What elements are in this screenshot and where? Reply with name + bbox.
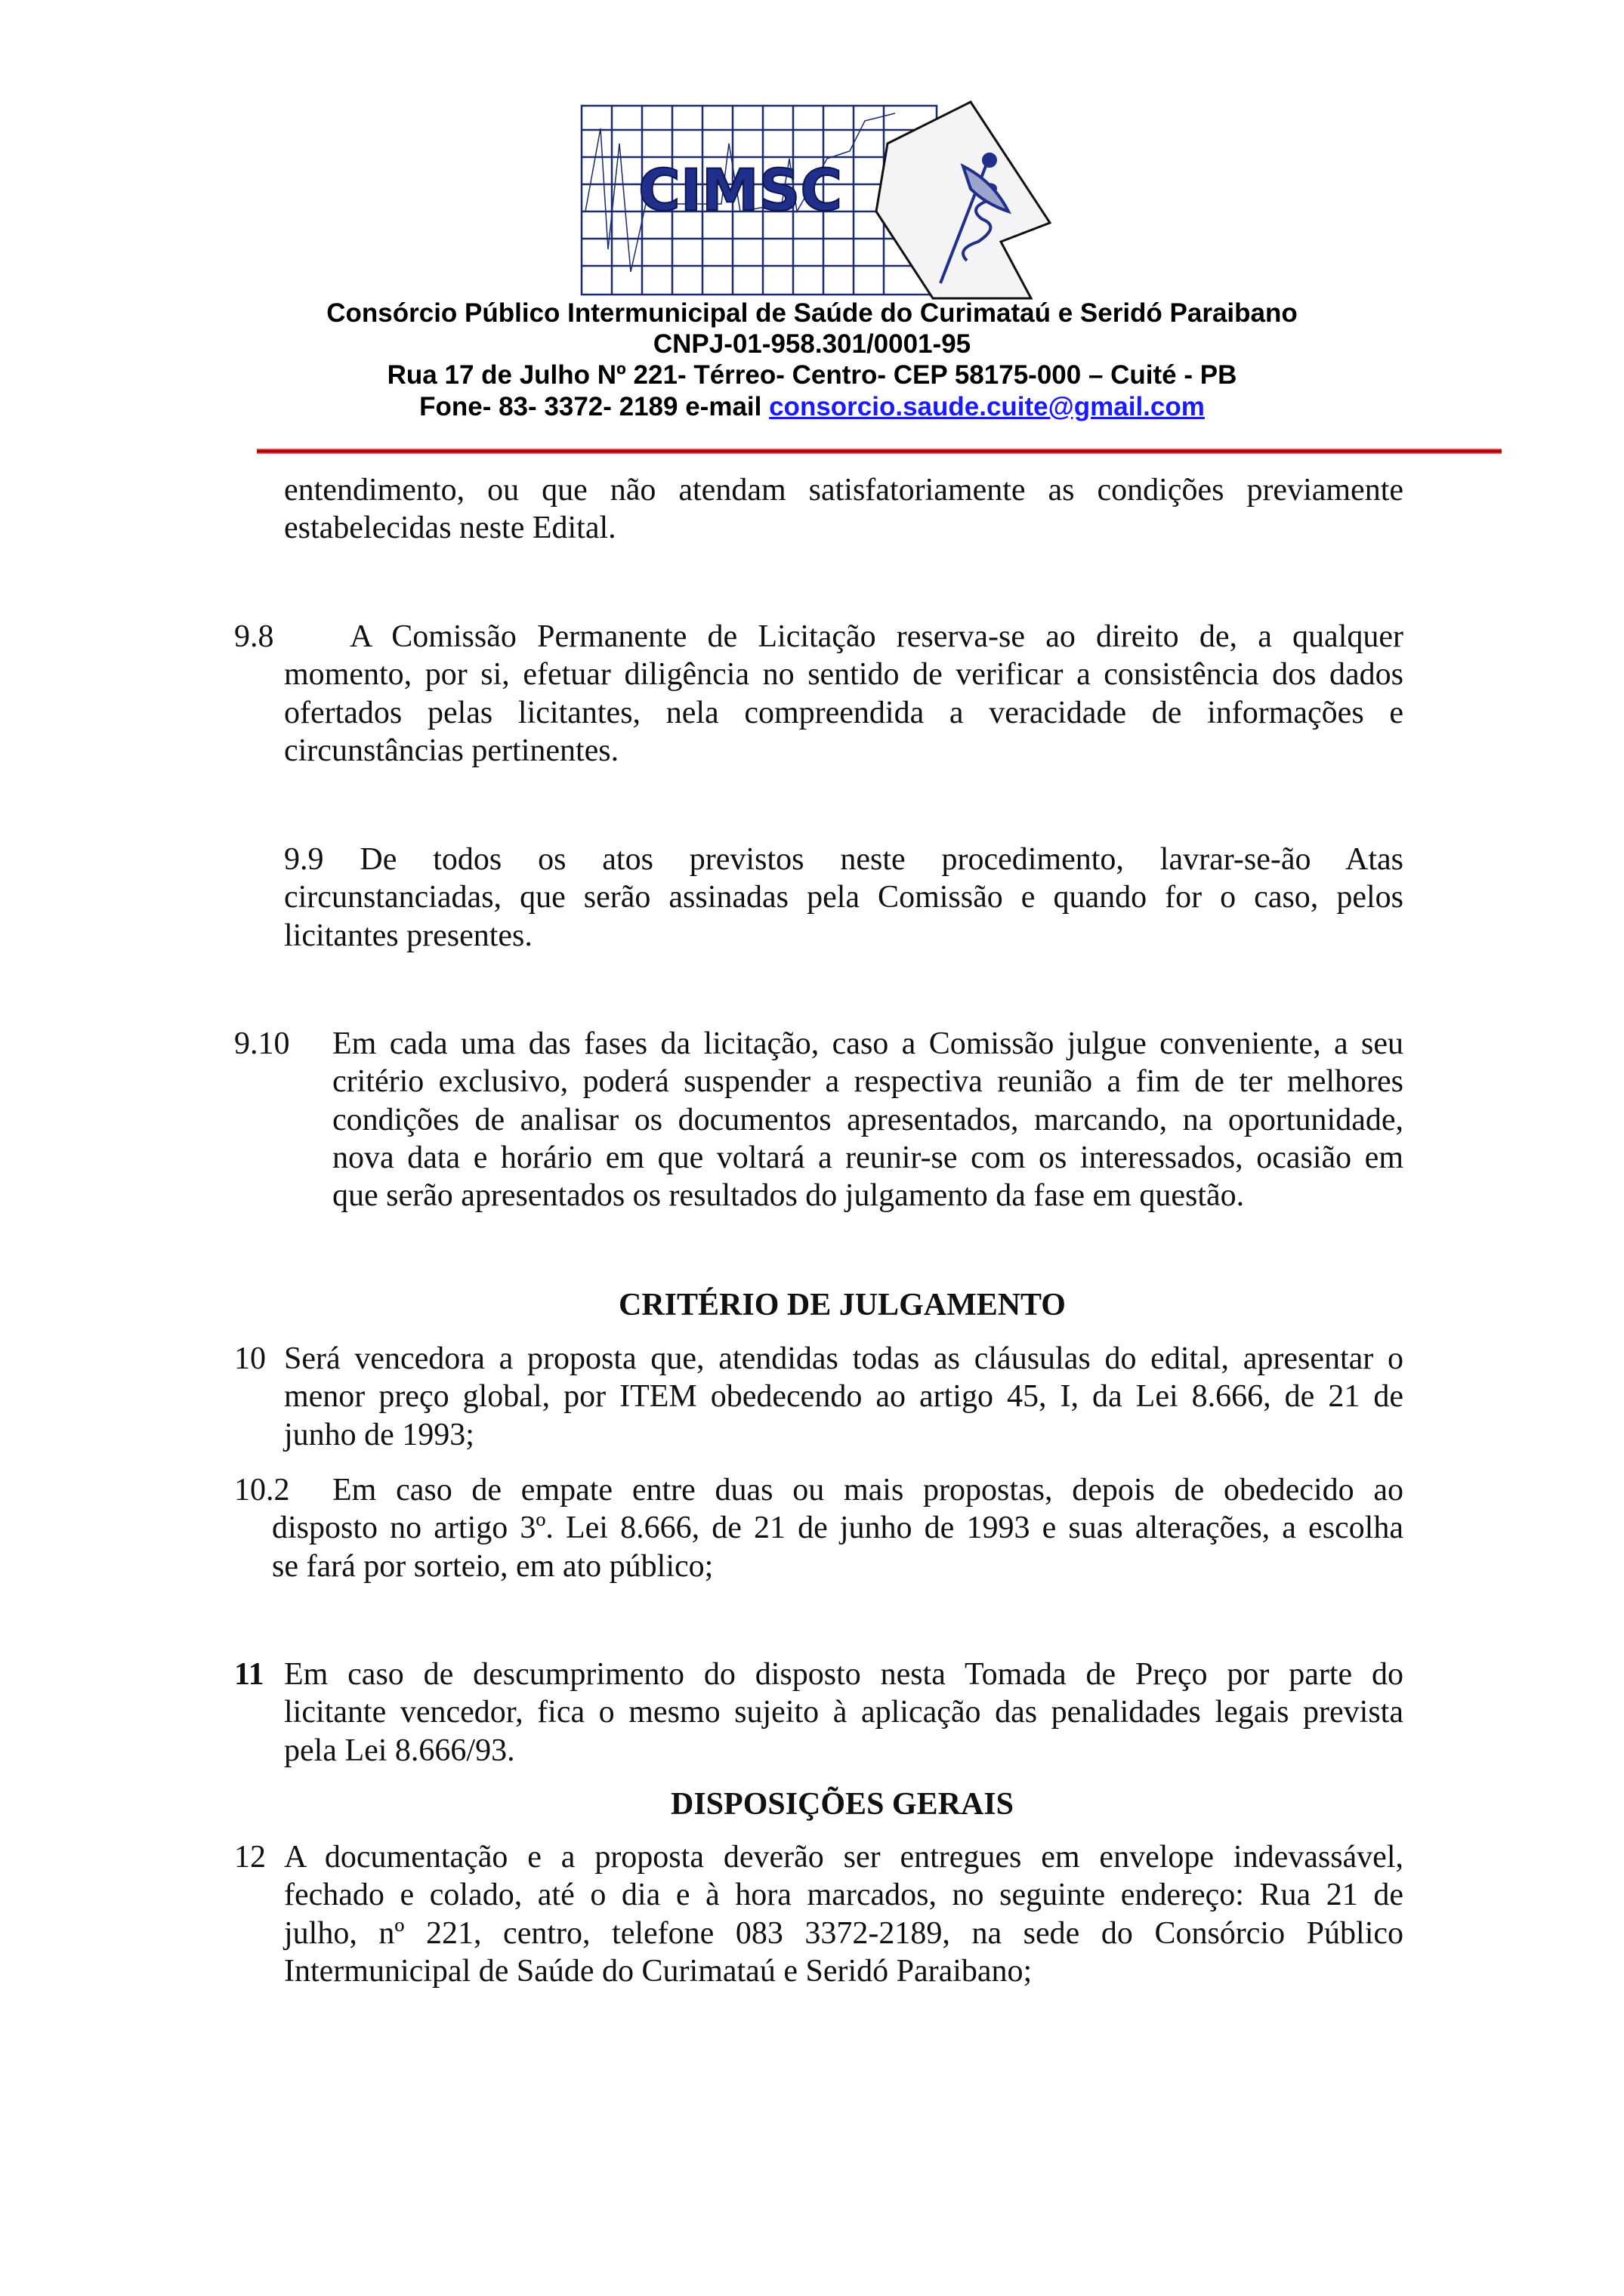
phone: Fone- 83- 3372- 2189 e-mail (419, 392, 770, 421)
logo-text: CIMSC (638, 156, 843, 224)
paragraph-line: 9.9 De todos os atos previstos neste procedimento, lavrar-se-ão Atas (284, 842, 1403, 877)
paragraph-line: pela Lei 8.666/93. (284, 1733, 515, 1768)
paragraph-line: Em caso de empate entre duas ou mais propostas, depois de obedecido ao (332, 1473, 1403, 1508)
paragraph-line: menor preço global, por ITEM obedecendo ao artigo 45, I, da Lei 8.666, de 21 de (284, 1379, 1403, 1415)
paragraph-line: fechado e colado, até o dia e à hora marcados, no seguinte endereço: Rua 21 de (284, 1878, 1403, 1913)
paragraph (284, 1656, 1403, 1770)
paragraph-line: circunstâncias pertinentes. (284, 733, 619, 768)
paragraph (284, 1340, 1403, 1454)
paragraph-line: julho, nº 221, centro, telefone 083 3372-2189, na sede do Consórcio Público (284, 1915, 1403, 1951)
paragraph-line: Será vencedora a proposta que, atendidas todas as cláusulas do edital, apresentar o (284, 1341, 1403, 1376)
paragraph-line: junho de 1993; (284, 1417, 474, 1452)
paragraph-number: 10.2 (234, 1473, 290, 1508)
paragraph (284, 841, 1403, 955)
cnpj: CNPJ-01-958.301/0001-95 (653, 329, 971, 359)
paragraph (284, 471, 1403, 548)
paragraph-number: 9.8 (234, 619, 274, 654)
paragraph (284, 618, 1403, 770)
paragraph-line: momento, por si, efetuar diligência no sentido de verificar a consistência dos dados (284, 657, 1403, 693)
paragraph-line: condições de analisar os documentos apresentados, marcando, na oportunidade, (332, 1102, 1403, 1137)
paragraph-line: A documentação e a proposta deverão ser entregues em envelope indevassável, (284, 1840, 1403, 1875)
paragraph-line: Em cada uma das fases da licitação, caso a Comissão julgue conveniente, a seu (332, 1026, 1403, 1061)
paragraph-line: entendimento, ou que não atendam satisfatoriamente as condições previamente (284, 473, 1403, 508)
paragraph-line: estabelecidas neste Edital. (284, 511, 616, 546)
paragraph-number: 10 (234, 1341, 266, 1376)
paragraph (332, 1025, 1403, 1214)
paragraph-line: nova data e horário em que voltará a reunir-se com os interessados, ocasião em (332, 1140, 1403, 1175)
paragraph (284, 1838, 1403, 1990)
email-link[interactable]: consorcio.saude.cuite@gmail.com (769, 392, 1205, 421)
paragraph-line: disposto no artigo 3º. Lei 8.666, de 21 de junho de 1993 e suas alterações, a escolha (272, 1511, 1403, 1546)
paragraph-line: se fará por sorteio, em ato público; (272, 1548, 714, 1584)
paragraph-line: circunstanciadas, que serão assinadas pela Comissão e quando for o caso, pelos (284, 880, 1403, 915)
paragraph-number: 11 (234, 1657, 264, 1692)
cimsc-logo (578, 98, 1069, 302)
paragraph-line: A Comissão Permanente de Licitação reserva-se ao direito de, a qualquer (350, 619, 1403, 654)
paragraph-line: licitantes presentes. (284, 918, 533, 953)
paragraph-line: que serão apresentados os resultados do julgamento da fase em questão. (332, 1178, 1245, 1214)
org-name: Consórcio Público Intermunicipal de Saúde do Curimataú e Seridó Paraibano (326, 298, 1298, 328)
address: Rua 17 de Julho Nº 221- Térreo- Centro- CEP 58175-000 – Cuité - PB (387, 360, 1237, 390)
section-heading-criterio: CRITÉRIO DE JULGAMENTO (619, 1288, 1066, 1322)
paragraph-number: 9.10 (234, 1026, 290, 1061)
paragraph-line: Intermunicipal de Saúde do Curimataú e Seridó Paraibano; (284, 1953, 1033, 1989)
section-heading-disposicoes: DISPOSIÇÕES GERAIS (671, 1787, 1014, 1822)
contact-line (0, 391, 1624, 423)
header-divider (257, 449, 1502, 454)
paragraph-number: 12 (234, 1840, 266, 1875)
paragraph (272, 1471, 1403, 1585)
paragraph-line: licitante vencedor, fica o mesmo sujeito à aplicação das penalidades legais prevista (284, 1695, 1403, 1730)
paragraph-line: Em caso de descumprimento do disposto nesta Tomada de Preço por parte do (284, 1657, 1403, 1692)
paragraph-line: ofertados pelas licitantes, nela compreendida a veracidade de informações e (284, 695, 1403, 730)
paragraph-line: critério exclusivo, poderá suspender a respectiva reunião a fim de ter melhores (332, 1064, 1403, 1100)
